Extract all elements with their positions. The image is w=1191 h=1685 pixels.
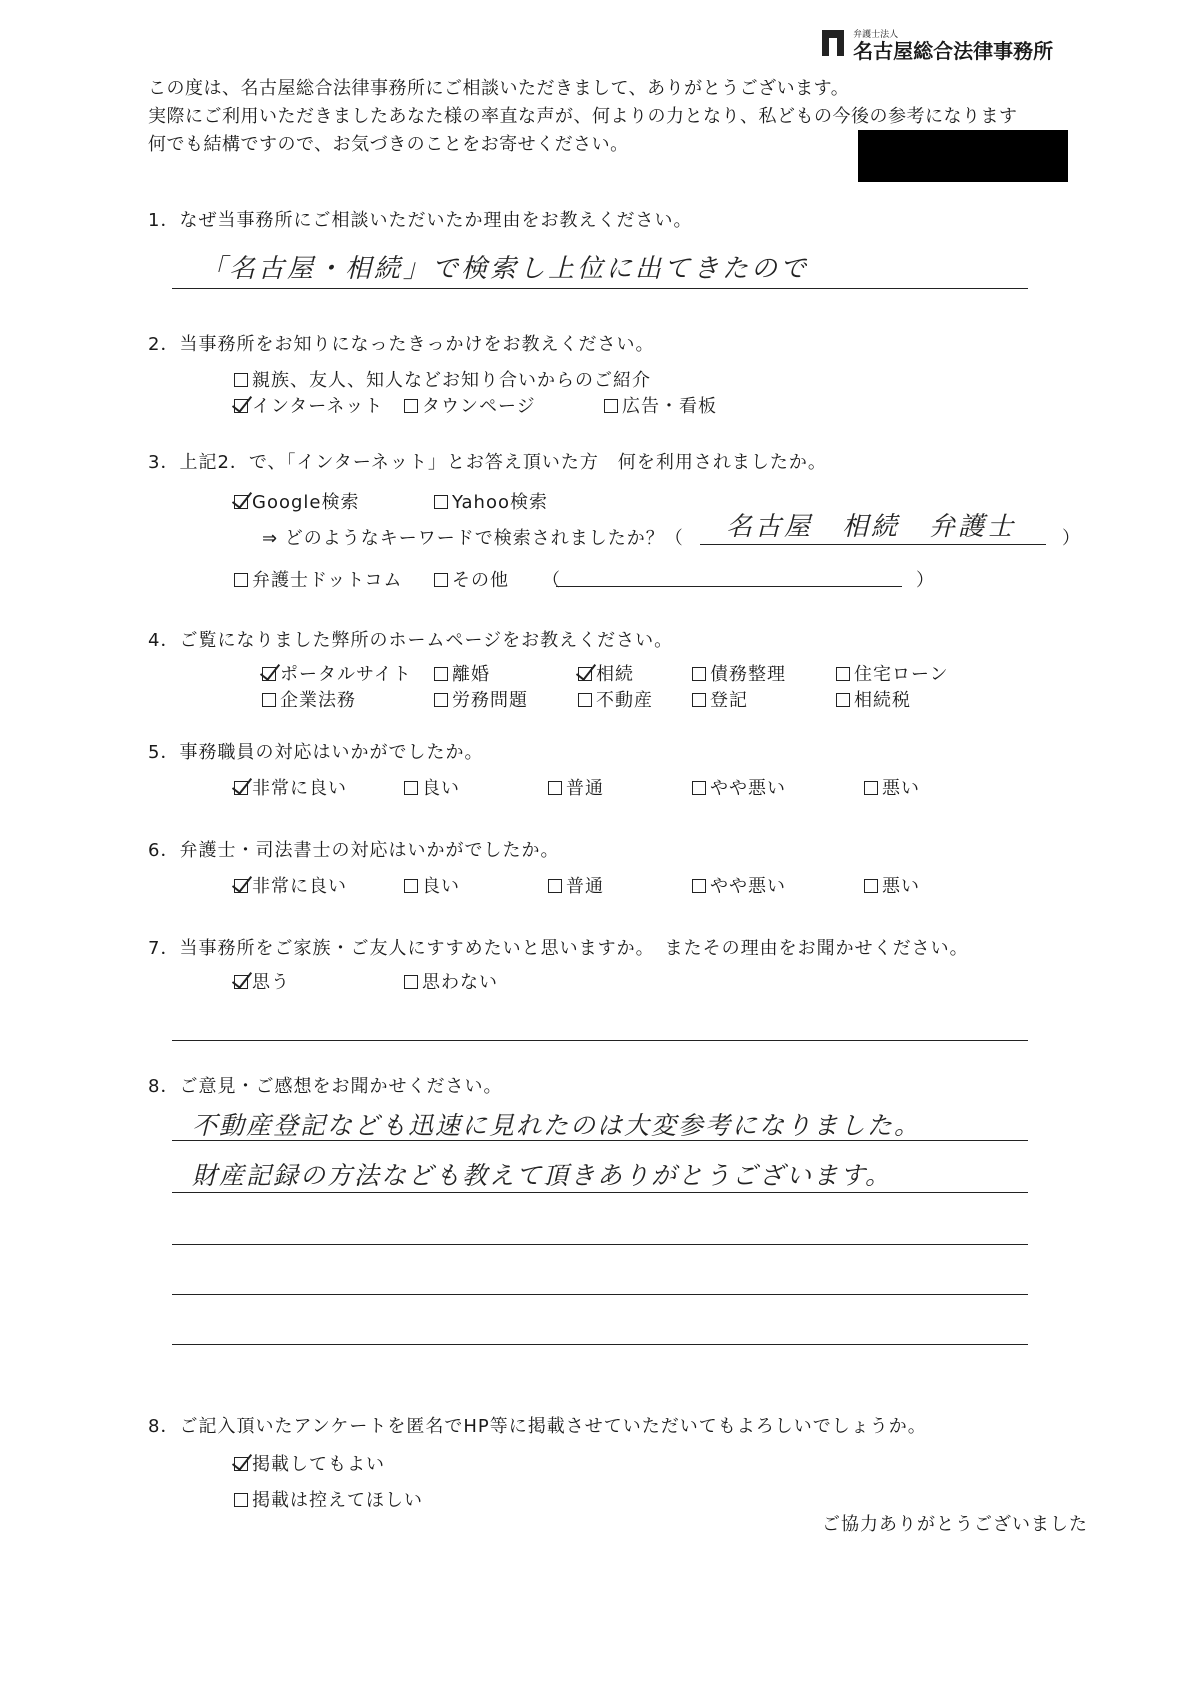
checkbox-checked-icon[interactable] xyxy=(234,879,248,893)
q8-line-1 xyxy=(172,1140,1028,1141)
q7-reason-line[interactable] xyxy=(172,1040,1028,1041)
checkbox-checked-icon[interactable] xyxy=(578,667,592,681)
q4-option-corporate[interactable]: 企業法務 xyxy=(262,686,356,712)
q7-option-no[interactable]: 思わない xyxy=(404,968,498,994)
q5-label: 5．事務職員の対応はいかがでしたか。 xyxy=(148,742,484,763)
q9-label: 8．ご記入頂いたアンケートを匿名でHP等に掲載させていただいてもよろしいでしょうか。 xyxy=(148,1416,927,1437)
q3-keyword-answer[interactable]: 名古屋 相続 弁護士 xyxy=(726,512,1017,542)
checkbox-icon[interactable] xyxy=(234,373,248,387)
q5-option-normal[interactable]: 普通 xyxy=(548,774,604,800)
checkbox-icon[interactable] xyxy=(434,693,448,707)
building-logo-icon xyxy=(822,30,844,56)
q4-option-realestate[interactable]: 不動産 xyxy=(578,686,653,712)
checkbox-icon[interactable] xyxy=(836,693,850,707)
checkbox-checked-icon[interactable] xyxy=(234,975,248,989)
q4-option-labor[interactable]: 労務問題 xyxy=(434,686,528,712)
q3-option-other[interactable]: その他 xyxy=(434,566,509,592)
q1-answer-line xyxy=(172,288,1028,289)
q1-label: 1．なぜ当事務所にご相談いただいたか理由をお教えください。 xyxy=(148,210,693,231)
q8-answer-line-2[interactable]: 財産記録の方法なども教えて頂きありがとうございます。 xyxy=(192,1161,893,1190)
q3-option-bengoshi-dotcom[interactable]: 弁護士ドットコム xyxy=(234,566,403,592)
logo-name: 名古屋総合法律事務所 xyxy=(853,39,1054,63)
q3-option-google[interactable]: Google検索 xyxy=(234,488,359,514)
q8-label: 8．ご意見・ご感想をお聞かせください。 xyxy=(148,1076,503,1097)
q3-keyword-line xyxy=(700,544,1046,545)
checkbox-checked-icon[interactable] xyxy=(234,399,248,413)
q2-option-townpage[interactable]: タウンページ xyxy=(404,392,536,418)
checkbox-icon[interactable] xyxy=(234,1493,248,1507)
logo-small-text: 弁護士法人 xyxy=(853,30,899,40)
q9-option-allow[interactable]: 掲載してもよい xyxy=(234,1450,385,1476)
q4-option-inheritance[interactable]: 相続 xyxy=(578,660,634,686)
checkbox-icon[interactable] xyxy=(692,667,706,681)
q3-keyword-prompt: ⇒ どのようなキーワードで検索されましたか？（ xyxy=(262,528,684,549)
q3-label: 3．上記2．で、「インターネット」とお答え頂いた方 何を利用されましたか。 xyxy=(148,452,827,473)
q4-label: 4．ご覧になりました弊所のホームページをお教えください。 xyxy=(148,630,674,651)
q6-option-very-good[interactable]: 非常に良い xyxy=(234,872,347,898)
checkbox-checked-icon[interactable] xyxy=(234,781,248,795)
checkbox-checked-icon[interactable] xyxy=(234,1457,248,1471)
q2-option-internet[interactable]: インターネット xyxy=(234,392,383,418)
q4-option-divorce[interactable]: 離婚 xyxy=(434,660,490,686)
q8-line-3[interactable] xyxy=(172,1244,1028,1245)
q4-option-debt[interactable]: 債務整理 xyxy=(692,660,786,686)
checkbox-icon[interactable] xyxy=(578,693,592,707)
checkbox-checked-icon[interactable] xyxy=(262,667,276,681)
q8-line-4[interactable] xyxy=(172,1294,1028,1295)
q5-option-slightly-bad[interactable]: やや悪い xyxy=(692,774,786,800)
intro-line-2: 実際にご利用いただきましたあなた様の率直な声が、何よりの力となり、私どもの今後の参考になります xyxy=(148,106,1018,127)
q6-label: 6．弁護士・司法書士の対応はいかがでしたか。 xyxy=(148,840,560,861)
checkbox-checked-icon[interactable] xyxy=(234,495,248,509)
checkbox-icon[interactable] xyxy=(404,781,418,795)
checkbox-icon[interactable] xyxy=(434,573,448,587)
q4-option-portal[interactable]: ポータルサイト xyxy=(262,660,412,686)
checkbox-icon[interactable] xyxy=(692,781,706,795)
q3-other-open-paren: （ xyxy=(542,570,561,591)
checkbox-icon[interactable] xyxy=(434,495,448,509)
closing-text: ご協力ありがとうございました xyxy=(822,1514,1088,1535)
q4-option-registration[interactable]: 登記 xyxy=(692,686,748,712)
q7-label: 7．当事務所をご家族・ご友人にすすめたいと思いますか。 またその理由をお聞かせください。 xyxy=(148,938,969,959)
q3-keyword-close-paren: ） xyxy=(1062,528,1081,549)
q8-answer-line-1[interactable]: 不動産登記なども迅速に見れたのは大変参考になりました。 xyxy=(192,1111,922,1140)
q8-line-5[interactable] xyxy=(172,1344,1028,1345)
q3-other-line[interactable] xyxy=(556,586,902,587)
intro-line-3: 何でも結構ですので、お気づきのことをお寄せください。 xyxy=(148,134,629,155)
checkbox-icon[interactable] xyxy=(404,399,418,413)
checkbox-icon[interactable] xyxy=(262,693,276,707)
q8-line-2 xyxy=(172,1192,1028,1193)
checkbox-icon[interactable] xyxy=(864,781,878,795)
checkbox-icon[interactable] xyxy=(234,573,248,587)
q1-answer[interactable]: 「名古屋・相続」で検索し上位に出てきたので xyxy=(200,254,810,284)
checkbox-icon[interactable] xyxy=(604,399,618,413)
firm-logo xyxy=(822,30,1053,62)
q4-option-mortgage[interactable]: 住宅ローン xyxy=(836,660,949,686)
checkbox-icon[interactable] xyxy=(692,693,706,707)
intro-line-1: この度は、名古屋総合法律事務所にご相談いただきまして、ありがとうございます。 xyxy=(148,78,850,99)
q3-option-yahoo[interactable]: Yahoo検索 xyxy=(434,488,548,514)
q6-option-normal[interactable]: 普通 xyxy=(548,872,604,898)
q5-option-good[interactable]: 良い xyxy=(404,774,460,800)
q6-option-slightly-bad[interactable]: やや悪い xyxy=(692,872,786,898)
q7-option-yes[interactable]: 思う xyxy=(234,968,290,994)
checkbox-icon[interactable] xyxy=(404,879,418,893)
checkbox-icon[interactable] xyxy=(836,667,850,681)
checkbox-icon[interactable] xyxy=(864,879,878,893)
q5-option-very-good[interactable]: 非常に良い xyxy=(234,774,347,800)
q6-option-good[interactable]: 良い xyxy=(404,872,460,898)
q2-label: 2．当事務所をお知りになったきっかけをお教えください。 xyxy=(148,334,655,355)
checkbox-icon[interactable] xyxy=(548,879,562,893)
checkbox-icon[interactable] xyxy=(548,781,562,795)
checkbox-icon[interactable] xyxy=(434,667,448,681)
q5-option-bad[interactable]: 悪い xyxy=(864,774,920,800)
q6-option-bad[interactable]: 悪い xyxy=(864,872,920,898)
q2-option-ads[interactable]: 広告・看板 xyxy=(604,392,717,418)
q3-other-close-paren: ） xyxy=(916,570,935,591)
redaction-box xyxy=(858,130,1068,182)
q4-option-inheritance-tax[interactable]: 相続税 xyxy=(836,686,911,712)
checkbox-icon[interactable] xyxy=(692,879,706,893)
checkbox-icon[interactable] xyxy=(404,975,418,989)
q2-option-referral[interactable]: 親族、友人、知人などお知り合いからのご紹介 xyxy=(234,366,651,392)
q9-option-decline[interactable]: 掲載は控えてほしい xyxy=(234,1486,423,1512)
